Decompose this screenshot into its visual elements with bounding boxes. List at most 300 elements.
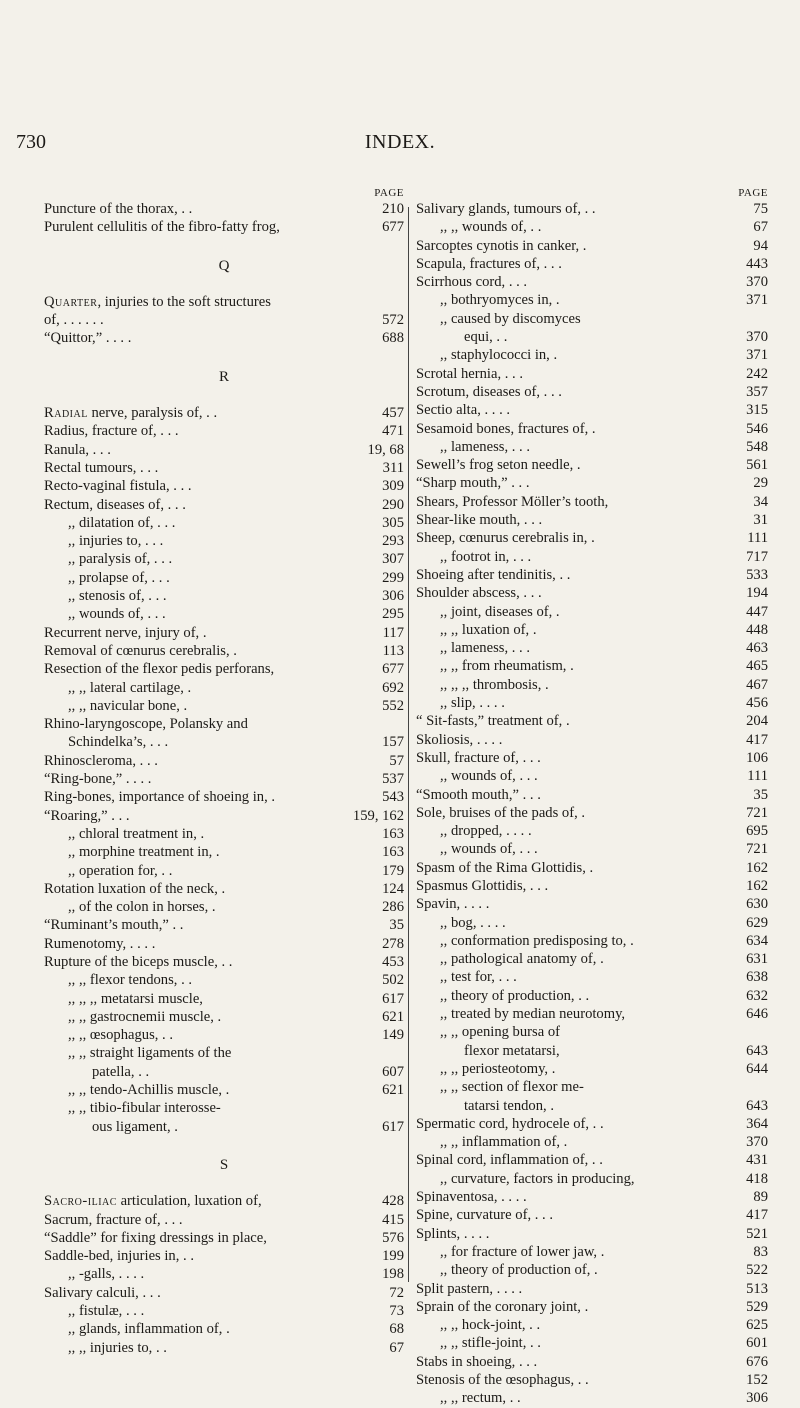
entry-page-ref: 692 (382, 679, 404, 696)
entry-page-ref: 546 (746, 420, 768, 437)
index-entry (416, 511, 768, 529)
index-entry (44, 1099, 404, 1117)
index-entry (416, 529, 768, 547)
index-entry (416, 1115, 768, 1133)
index-entry (44, 660, 404, 678)
entry-term: Rotation luxation of the neck, . (44, 880, 226, 897)
entry-page-ref: 163 (382, 825, 404, 842)
entry-page-ref: 646 (746, 1006, 768, 1023)
index-entry (416, 932, 768, 950)
entry-page-ref: 31 (753, 512, 768, 529)
entry-page-ref: 621 (382, 1082, 404, 1099)
entry-page-ref: 371 (746, 292, 768, 309)
entry-term: Rectal tumours, . . . (44, 459, 159, 476)
index-entry (44, 971, 404, 989)
entry-term: ,, ,, ,, thrombosis, . (440, 676, 549, 693)
entry-term: Spasm of the Rima Glottidis, . (416, 859, 594, 876)
entry-page-ref: 453 (382, 953, 404, 970)
index-entry (44, 218, 404, 236)
index-entry (44, 1044, 404, 1062)
entry-page-ref: 57 (389, 752, 404, 769)
index-entry (44, 697, 404, 715)
entry-page-ref: 307 (382, 551, 404, 568)
entry-term: ,, of the colon in horses, . (68, 899, 216, 916)
index-entry (416, 1005, 768, 1023)
entry-term: Stenosis of the œsophagus, . . (416, 1372, 589, 1388)
entry-term: ,, ,, ,, metatarsi muscle, (68, 990, 203, 1007)
entry-term: ,, ,, periosteotomy, . (440, 1060, 556, 1077)
index-entry (44, 953, 404, 971)
index-entry (416, 694, 768, 712)
entry-page-ref: 644 (746, 1060, 768, 1077)
index-entry (44, 1008, 404, 1026)
index-entry (44, 569, 404, 587)
entry-term: Spine, curvature of, . . . (416, 1207, 553, 1224)
entry-term: ,, -galls, . . . . (68, 1266, 145, 1283)
entry-term: “Smooth mouth,” . . . (416, 786, 541, 803)
entry-term: Ranula, . . . (44, 441, 111, 458)
index-entry (44, 1265, 404, 1283)
entry-term: Radius, fracture of, . . . (44, 423, 179, 440)
entry-term: ,, ,, wounds of, . . (440, 219, 542, 236)
entry-page-ref: 625 (746, 1317, 768, 1334)
index-entry (44, 916, 404, 934)
index-entry (416, 401, 768, 419)
index-entry (44, 715, 404, 733)
index-entry (416, 1023, 768, 1041)
index-entry (44, 1211, 404, 1229)
section-letter: R (218, 368, 229, 385)
index-entry (416, 1298, 768, 1316)
entry-term: ,, ,, navicular bone, . (68, 697, 188, 714)
index-entry (44, 1081, 404, 1099)
entry-page-ref: 306 (382, 588, 404, 605)
index-entry (44, 624, 404, 642)
entry-term: ,, morphine treatment in, . (68, 844, 220, 861)
entry-term: Stabs in shoeing, . . . (416, 1353, 538, 1370)
index-entry (44, 329, 404, 347)
entry-page-ref: 643 (746, 1042, 768, 1059)
entry-term: Rhinoscleroma, . . . (44, 752, 158, 769)
section-letter: S (219, 1156, 229, 1173)
entry-page-ref: 357 (746, 383, 768, 400)
entry-term: ,, ,, rectum, . . (440, 1390, 521, 1407)
entry-page-ref: 35 (389, 917, 404, 934)
entry-page-ref: 428 (382, 1193, 404, 1210)
entry-term: Sarcoptes cynotis in canker, . (416, 237, 587, 254)
entry-page-ref: 306 (746, 1390, 768, 1407)
entry-page-ref: 617 (382, 1118, 404, 1135)
index-entry (416, 1334, 768, 1352)
entry-page-ref: 415 (382, 1211, 404, 1228)
entry-page-ref: 67 (753, 219, 768, 236)
index-entry (44, 459, 404, 477)
index-entry (416, 603, 768, 621)
entry-term: ,, treated by median neurotomy, (440, 1006, 626, 1023)
entry-page-ref: 677 (382, 219, 404, 236)
index-entry (416, 1188, 768, 1206)
entry-page-ref: 194 (746, 585, 768, 602)
index-entry (416, 950, 768, 968)
entry-term: Splints, . . . . (416, 1225, 490, 1242)
entry-page-ref: 522 (746, 1262, 768, 1279)
index-entry (44, 642, 404, 660)
index-entry (44, 1320, 404, 1338)
entry-page-ref: 370 (746, 329, 768, 346)
entry-page-ref: 198 (382, 1266, 404, 1283)
entry-page-ref: 149 (382, 1027, 404, 1044)
entry-page-ref: 529 (746, 1298, 768, 1315)
entry-page-ref: 111 (747, 768, 768, 785)
entry-term: Radial nerve, paralysis of, . . (44, 405, 218, 422)
entry-term: flexor metatarsi, (464, 1042, 560, 1059)
entry-page-ref: 431 (746, 1152, 768, 1169)
entry-page-ref: 448 (746, 621, 768, 638)
entry-page-ref: 117 (382, 624, 404, 641)
entry-page-ref: 163 (382, 844, 404, 861)
entry-term: ,, ,, section of flexor me- (440, 1079, 584, 1096)
entry-term: Rumenotomy, . . . . (44, 935, 156, 952)
running-head: INDEX. (364, 131, 436, 153)
index-entry (416, 237, 768, 255)
entry-page-ref: 629 (746, 914, 768, 931)
entry-page-ref: 717 (746, 548, 768, 565)
entry-term: Purulent cellulitis of the fibro-fatty frog, (44, 219, 280, 236)
entry-page-ref: 124 (382, 880, 404, 897)
entry-page-ref: 721 (746, 804, 768, 821)
entry-term: ,, conformation predisposing to, . (440, 932, 634, 949)
entry-term: Sectio alta, . . . . (416, 402, 511, 419)
entry-term: Recto-vaginal fistula, . . . (44, 478, 192, 495)
index-entry-list (44, 200, 404, 1357)
entry-term: Split pastern, . . . . (416, 1280, 523, 1297)
entry-term: Spasmus Glottidis, . . . (416, 877, 549, 894)
page-column-label: PAGE (738, 187, 768, 199)
entry-page-ref: 371 (746, 347, 768, 364)
entry-term: ,, ,, straight ligaments of the (68, 1045, 232, 1062)
entry-term: ,, ,, gastrocnemii muscle, . (68, 1008, 222, 1025)
index-entry (44, 807, 404, 825)
entry-page-ref: 315 (746, 402, 768, 419)
entry-page-ref: 572 (382, 312, 404, 329)
entry-page-ref: 111 (747, 530, 768, 547)
entry-term: ,, stenosis of, . . . (68, 588, 167, 605)
index-entry (44, 422, 404, 440)
entry-term: ,, wounds of, . . . (440, 841, 538, 858)
entry-term: ,, lameness, . . . (440, 640, 530, 657)
entry-page-ref: 68 (389, 1321, 404, 1338)
entry-page-ref: 34 (753, 493, 768, 510)
index-entry (416, 840, 768, 858)
index-entry (416, 548, 768, 566)
index-entry (416, 584, 768, 602)
index-entry (416, 1078, 768, 1096)
index-entry (416, 1170, 768, 1188)
entry-page-ref: 638 (746, 969, 768, 986)
entry-term: ,, test for, . . . (440, 969, 517, 986)
entry-term: ,, footrot in, . . . (440, 548, 532, 565)
index-entry (416, 310, 768, 328)
index-entry (416, 987, 768, 1005)
entry-page-ref: 502 (382, 972, 404, 989)
index-entry (416, 621, 768, 639)
entry-term: ,, ,, luxation of, . (440, 621, 537, 638)
entry-page-ref: 370 (746, 1134, 768, 1151)
entry-term: Scirrhous cord, . . . (416, 274, 528, 291)
entry-term: ,, for fracture of lower jaw, . (440, 1243, 605, 1260)
entry-page-ref: 533 (746, 566, 768, 583)
column-divider (408, 207, 409, 1282)
index-entry (416, 712, 768, 730)
entry-term: ,, lameness, . . . (440, 438, 530, 455)
index-entry (416, 383, 768, 401)
entry-term: Spinal cord, inflammation of, . . (416, 1152, 603, 1169)
index-entry (416, 767, 768, 785)
index-entry (416, 1243, 768, 1261)
entry-term: Shear-like mouth, . . . (416, 512, 543, 529)
entry-term: ,, ,, œsophagus, . . (68, 1027, 173, 1044)
index-entry (416, 1097, 768, 1115)
entry-term: ,, dilatation of, . . . (68, 514, 176, 531)
entry-term: “ Sit-fasts,” treatment of, . (416, 713, 570, 730)
entry-page-ref: 295 (382, 606, 404, 623)
index-entry (416, 657, 768, 675)
index-entry (44, 477, 404, 495)
index-entry (44, 1063, 404, 1081)
entry-term: Sewell’s frog seton needle, . (416, 457, 581, 474)
entry-term: ,, ,, lateral cartilage, . (68, 679, 192, 696)
entry-page-ref: 152 (746, 1372, 768, 1388)
index-entry (416, 859, 768, 877)
index-entry (416, 968, 768, 986)
index-entry (416, 786, 768, 804)
entry-term: tatarsi tendon, . (464, 1097, 554, 1114)
entry-page-ref: 607 (382, 1063, 404, 1080)
entry-page-ref: 159, 162 (352, 807, 404, 824)
entry-term: Shears, Professor Möller’s tooth, (416, 493, 609, 510)
entry-page-ref: 631 (746, 951, 768, 968)
entry-page-ref: 83 (753, 1243, 768, 1260)
entry-term: Spermatic cord, hydrocele of, . . (416, 1115, 604, 1132)
entry-term: Shoeing after tendinitis, . . (416, 566, 571, 583)
index-entry (44, 496, 404, 514)
entry-term: Puncture of the thorax, . . (44, 201, 193, 217)
entry-page-ref: 467 (746, 676, 768, 693)
index-entry (416, 1060, 768, 1078)
entry-term: Sole, bruises of the pads of, . (416, 804, 586, 821)
index-entry (44, 1302, 404, 1320)
entry-page-ref: 417 (746, 731, 768, 748)
entry-term: Scrotal hernia, . . . (416, 365, 523, 382)
index-entry (416, 749, 768, 767)
entry-page-ref: 601 (746, 1335, 768, 1352)
entry-term: “Saddle” for fixing dressings in place, (44, 1229, 267, 1246)
index-entry (416, 420, 768, 438)
entry-term: “Sharp mouth,” . . . (416, 475, 530, 492)
entry-term: Scapula, fractures of, . . . (416, 255, 562, 272)
entry-term: ,, ,, hock-joint, . . (440, 1317, 541, 1334)
entry-term: ,, paralysis of, . . . (68, 551, 173, 568)
index-entry (44, 990, 404, 1008)
index-entry (44, 843, 404, 861)
entry-page-ref: 293 (382, 533, 404, 550)
entry-page-ref: 695 (746, 823, 768, 840)
entry-page-ref: 299 (382, 569, 404, 586)
entry-term: ,, wounds of, . . . (440, 768, 538, 785)
entry-term: ,, joint, diseases of, . (440, 603, 560, 620)
entry-page-ref: 305 (382, 514, 404, 531)
entry-page-ref: 290 (382, 496, 404, 513)
entry-page-ref: 67 (389, 1339, 404, 1356)
entry-term: ,, theory of production of, . (440, 1262, 598, 1279)
entry-page-ref: 463 (746, 640, 768, 657)
entry-page-ref: 113 (382, 642, 404, 659)
entry-page-ref: 447 (746, 603, 768, 620)
entry-page-ref: 370 (746, 274, 768, 291)
entry-term: ,, glands, inflammation of, . (68, 1321, 230, 1338)
entry-term: ,, bog, . . . . (440, 914, 506, 931)
index-entry (44, 404, 404, 422)
index-entry (44, 752, 404, 770)
index-entry-list (416, 200, 768, 1408)
entry-term: ,, fistulæ, . . . (68, 1303, 145, 1320)
section-letter: Q (218, 257, 230, 274)
entry-term: “Ring-bone,” . . . . (44, 771, 152, 788)
entry-term: ,, theory of production, . . (440, 987, 590, 1004)
entry-term: “Quittor,” . . . . (44, 330, 132, 347)
entry-page-ref: 286 (382, 899, 404, 916)
index-entry (44, 788, 404, 806)
entry-term: ,, staphylococci in, . (440, 347, 558, 364)
index-entry (416, 456, 768, 474)
entry-page-ref: 548 (746, 438, 768, 455)
index-entry (44, 825, 404, 843)
entry-term: patella, . . (92, 1063, 150, 1080)
entry-page-ref: 106 (746, 749, 768, 766)
index-entry (44, 200, 404, 218)
entry-term: ,, chloral treatment in, . (68, 825, 205, 842)
index-entry (44, 1026, 404, 1044)
entry-term: ous ligament, . (92, 1118, 178, 1135)
index-entry (416, 474, 768, 492)
entry-page-ref: 676 (746, 1353, 768, 1370)
entry-page-ref: 179 (382, 862, 404, 879)
index-entry (416, 877, 768, 895)
entry-term: Recurrent nerve, injury of, . (44, 624, 207, 641)
entry-term: Sprain of the coronary joint, . (416, 1298, 589, 1315)
index-entry (416, 1371, 768, 1389)
entry-term: “Roaring,” . . . (44, 807, 130, 824)
entry-term: Rhino-laryngoscope, Polansky and (44, 716, 248, 733)
index-entry (416, 804, 768, 822)
index-entry (416, 365, 768, 383)
entry-term: Scrotum, diseases of, . . . (416, 383, 562, 400)
index-entry (416, 639, 768, 657)
index-entry (44, 880, 404, 898)
entry-term: Sacro-iliac articulation, luxation of, (44, 1193, 262, 1210)
index-entry (416, 1261, 768, 1279)
index-entry (416, 1151, 768, 1169)
entry-page-ref: 73 (389, 1303, 404, 1320)
entry-page-ref: 162 (746, 877, 768, 894)
index-entry (416, 218, 768, 236)
entry-term: Rectum, diseases of, . . . (44, 496, 186, 513)
index-entry (416, 1206, 768, 1224)
entry-page-ref: 632 (746, 987, 768, 1004)
entry-page-ref: 471 (382, 423, 404, 440)
entry-page-ref: 576 (382, 1229, 404, 1246)
entry-term: “Ruminant’s mouth,” . . (44, 917, 184, 934)
entry-term: Sacrum, fracture of, . . . (44, 1211, 183, 1228)
entry-page-ref: 309 (382, 478, 404, 495)
index-entry (416, 1389, 768, 1407)
entry-page-ref: 242 (746, 365, 768, 382)
index-entry (44, 550, 404, 568)
entry-term: ,, ,, tibio-fibular interosse- (68, 1100, 221, 1117)
index-entry (44, 1284, 404, 1302)
index-entry (44, 862, 404, 880)
entry-page-ref: 521 (746, 1225, 768, 1242)
index-entry (416, 566, 768, 584)
entry-page-ref: 210 (382, 201, 404, 217)
index-entry (416, 822, 768, 840)
entry-page-ref: 721 (746, 841, 768, 858)
entry-page-ref: 552 (382, 697, 404, 714)
entry-page-ref: 443 (746, 255, 768, 272)
entry-term: ,, prolapse of, . . . (68, 569, 170, 586)
entry-page-ref: 688 (382, 330, 404, 347)
entry-term: Shoulder abscess, . . . (416, 585, 542, 602)
entry-term: ,, injuries to, . . . (68, 533, 164, 550)
index-entry (416, 895, 768, 913)
entry-page-ref: 418 (746, 1170, 768, 1187)
entry-page-ref: 364 (746, 1115, 768, 1132)
entry-page-ref: 278 (382, 935, 404, 952)
index-entry (44, 1339, 404, 1357)
entry-page-ref: 537 (382, 771, 404, 788)
entry-page-ref: 199 (382, 1248, 404, 1265)
index-entry (416, 1353, 768, 1371)
page-column-label: PAGE (374, 187, 404, 199)
index-entry (416, 1133, 768, 1151)
entry-term: ,, ,, opening bursa of (440, 1024, 560, 1041)
index-entry (416, 493, 768, 511)
entry-term: Sesamoid bones, fractures of, . (416, 420, 596, 437)
entry-term: Skoliosis, . . . . (416, 731, 503, 748)
entry-page-ref: 72 (389, 1284, 404, 1301)
index-entry (416, 1316, 768, 1334)
index-entry (416, 291, 768, 309)
entry-page-ref: 634 (746, 932, 768, 949)
entry-term: ,, dropped, . . . . (440, 823, 532, 840)
entry-term: Schindelka’s, . . . (68, 734, 169, 751)
entry-term: Spavin, . . . . (416, 896, 490, 913)
entry-term: equi, . . (464, 329, 508, 346)
entry-page-ref: 417 (746, 1207, 768, 1224)
entry-page-ref: 204 (746, 713, 768, 730)
entry-term: ,, pathological anatomy of, . (440, 951, 604, 968)
entry-page-ref: 162 (746, 859, 768, 876)
entry-term: Ring-bones, importance of shoeing in, . (44, 789, 276, 806)
index-entry (44, 935, 404, 953)
index-entry (44, 733, 404, 751)
entry-page-ref: 35 (753, 786, 768, 803)
entry-page-ref: 94 (753, 237, 768, 254)
entry-page-ref: 630 (746, 896, 768, 913)
entry-term: ,, bothryomyces in, . (440, 292, 560, 309)
entry-page-ref: 457 (382, 405, 404, 422)
index-entry (44, 532, 404, 550)
